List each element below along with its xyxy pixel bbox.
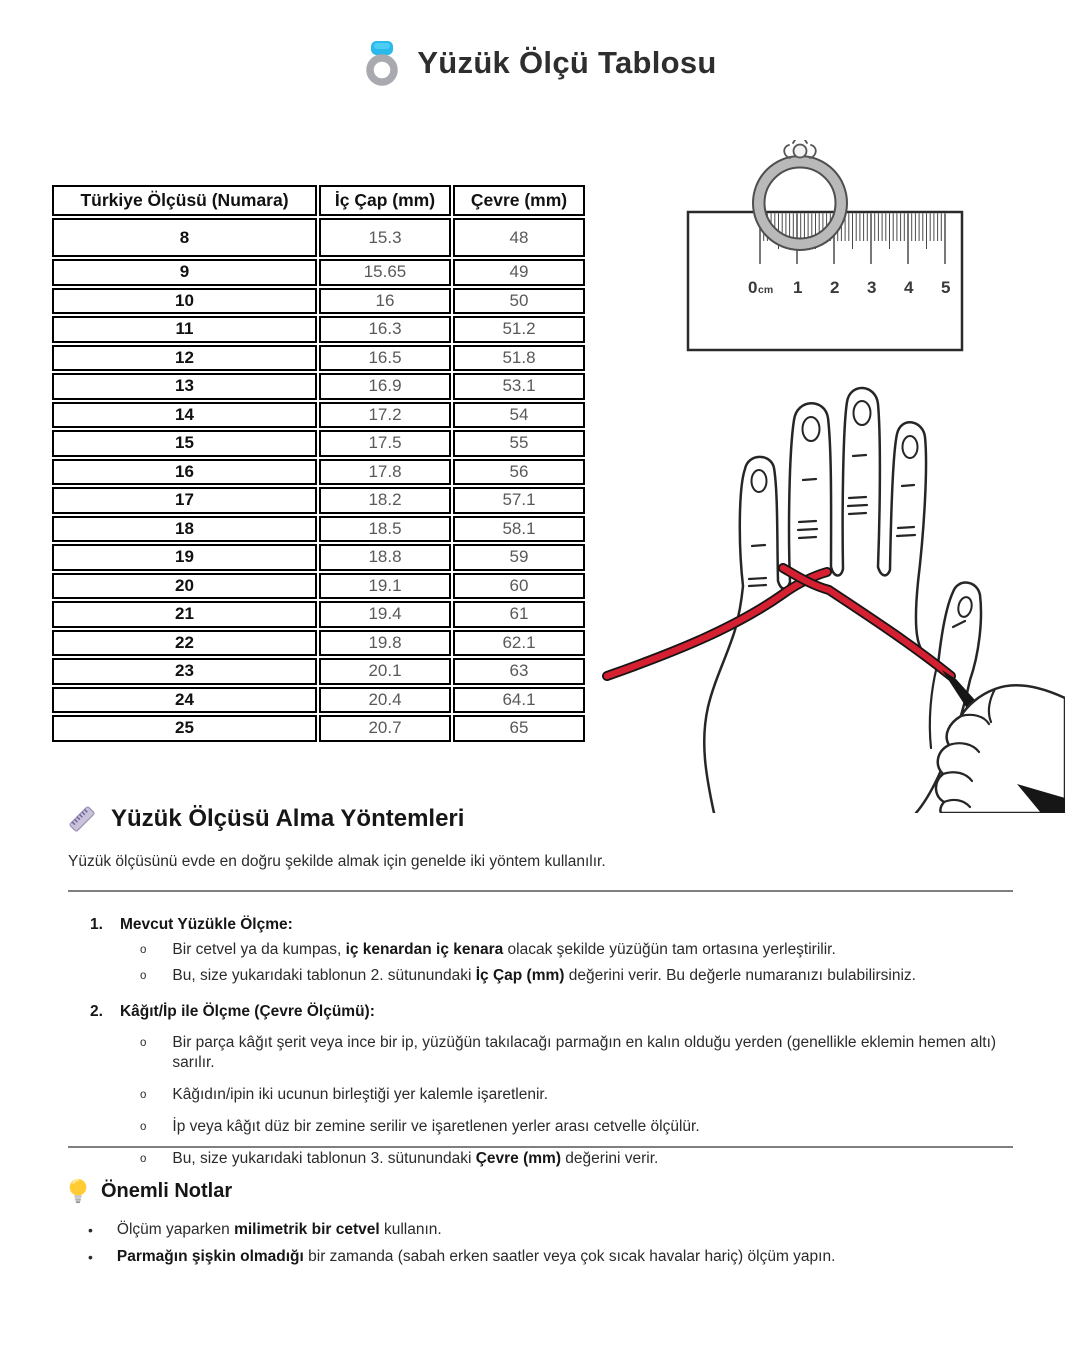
table-cell: 63 [453,658,585,685]
bullet-marker: o [140,1121,147,1133]
table-cell: 58.1 [453,516,585,543]
ruler-label-unit: cm [758,284,774,296]
table-cell: 19.8 [319,630,451,657]
bullet-text-segment: Bir cetvel ya da kumpas, [172,941,346,958]
bullet-marker: • [88,1222,93,1238]
table-row [52,487,585,514]
table-cell: 59 [453,544,585,571]
ring-on-ruler-figure [680,140,970,355]
bullet-marker: o [140,1089,147,1101]
table-cell: 23 [52,658,317,685]
ruler-label-2: 2 [830,278,840,297]
table-cell: 15.3 [319,218,451,257]
table-cell: 19.4 [319,601,451,628]
table-row [52,601,585,628]
table-cell: 21 [52,601,317,628]
method-title [90,1003,1020,1021]
table-cell: 20 [52,573,317,600]
method-title [90,916,1020,934]
method-item [90,1003,1020,1169]
table-cell: 15.65 [319,259,451,286]
hand-string-figure [585,380,1065,813]
ruler-icon [66,803,98,835]
bullet-text-segment: olacak şekilde yüzüğün tam ortasına yerleştirilir. [503,941,836,958]
method-title-text: Mevcut Yüzükle Ölçme: [119,916,293,933]
table-cell: 12 [52,345,317,372]
table-cell: 20.1 [319,658,451,685]
table-cell: 25 [52,715,317,742]
bullet-text-segment: İç Çap (mm) [475,967,565,984]
bullet-marker: o [140,1153,147,1165]
method-number: 1. [90,916,103,933]
method-bullet [90,940,1020,960]
ruler-label-0: 0 [748,278,758,297]
table-cell: 51.8 [453,345,585,372]
bullet-text [172,966,916,986]
table-cell: 64.1 [453,687,585,714]
notes-heading [66,1176,232,1206]
table-cell: 18.2 [319,487,451,514]
bullet-text-segment: kullanın. [379,1221,442,1238]
table-row [52,402,585,429]
table-row [52,288,585,315]
bullet-text-segment: Ölçüm yaparken [116,1221,235,1238]
table-row [52,573,585,600]
note-bullet [88,1247,1018,1267]
table-cell: 17.8 [319,459,451,486]
table-cell: 17.5 [319,430,451,457]
bullet-text-segment: Bu, size yukarıdaki tablonun 2. sütunundaki [172,967,476,984]
bullet-text [117,1220,442,1240]
bullet-text-segment: Bir parça kâğıt şerit veya ince bir ip, yüzüğün takılacağı parmağın en kalın olduğu yerden (genellikle eklemin hemen altı) sarılır. [172,1034,997,1071]
table-cell: 61 [453,601,585,628]
table-cell: 17 [52,487,317,514]
bullet-marker: o [140,944,147,956]
table-cell: 8 [52,218,317,257]
table-cell: 55 [453,430,585,457]
ring-icon [363,40,401,86]
table-cell: 51.2 [453,316,585,343]
table-cell: 14 [52,402,317,429]
table-cell: 16 [52,459,317,486]
table-cell: 18.8 [319,544,451,571]
methods-intro: Yüzük ölçüsünü evde en doğru şekilde almak için genelde iki yöntem kullanılır. [68,853,606,870]
table-row [52,430,585,457]
ruler-label-5: 5 [941,278,951,297]
table-body [52,218,585,742]
table-header-cell: İç Çap (mm) [319,185,451,216]
table-header [52,185,585,216]
bullet-text-segment: iç kenardan iç kenara [345,941,504,958]
bullet-marker: • [88,1249,93,1265]
notes-heading-text: Önemli Notlar [101,1179,233,1202]
table-cell: 16.3 [319,316,451,343]
table-cell: 18 [52,516,317,543]
bullet-text-segment: İp veya kâğıt düz bir zemine serilir ve işaretlenen yerler arası cetvelle ölçülür. [172,1118,700,1135]
bullet-text-segment: değerini verir. Bu değerle numaranızı bulabilirsiniz. [564,967,916,984]
bullet-text [117,1247,835,1267]
bullet-text [172,1117,699,1137]
table-cell: 13 [52,373,317,400]
table-row [52,516,585,543]
table-row [52,316,585,343]
table-header-cell: Türkiye Ölçüsü (Numara) [52,185,317,216]
bullet-text-segment: değerini verir. [561,1150,659,1167]
bullet-marker: o [140,970,147,982]
table-cell: 10 [52,288,317,315]
table-row [52,218,585,257]
table-row [52,658,585,685]
table-cell: 57.1 [453,487,585,514]
table-cell: 48 [453,218,585,257]
ruler-label-1: 1 [793,278,803,297]
method-bullet [90,966,1020,986]
page-title [0,40,1080,86]
table-cell: 22 [52,630,317,657]
bullet-text [172,1149,658,1169]
table-row [52,630,585,657]
note-bullet [88,1220,1018,1240]
table-cell: 62.1 [453,630,585,657]
table-cell: 18.5 [319,516,451,543]
table-row [52,544,585,571]
ruler-label-3: 3 [867,278,877,297]
bullet-text-segment: Parmağın şişkin olmadığı [116,1248,304,1265]
table-cell: 19 [52,544,317,571]
method-bullet [90,1033,1020,1073]
method-number: 2. [90,1003,103,1020]
bullet-text [172,1085,548,1105]
bullet-text [172,1033,1020,1073]
method-bullet [90,1085,1020,1105]
table-row [52,373,585,400]
divider [68,890,1013,892]
bullet-text-segment: Kâğıdın/ipin iki ucunun birleştiği yer kalemle işaretlenir. [172,1086,549,1103]
table-header-cell: Çevre (mm) [453,185,585,216]
divider [68,1146,1013,1148]
table-cell: 19.1 [319,573,451,600]
bullet-marker: o [140,1037,147,1049]
table-cell: 56 [453,459,585,486]
table-cell: 11 [52,316,317,343]
table-cell: 65 [453,715,585,742]
table-cell: 49 [453,259,585,286]
table-cell: 16 [319,288,451,315]
table-cell: 20.7 [319,715,451,742]
table-cell: 15 [52,430,317,457]
bullet-text-segment: Bu, size yukarıdaki tablonun 3. sütunundaki [172,1150,476,1167]
table-cell: 16.9 [319,373,451,400]
lightbulb-icon [66,1176,90,1206]
methods-heading [66,803,464,835]
ruler-label-4: 4 [904,278,914,297]
method-bullet [90,1117,1020,1137]
bullet-text-segment: bir zamanda (sabah erken saatler veya çok sıcak havalar hariç) ölçüm yapın. [303,1248,836,1265]
table-cell: 53.1 [453,373,585,400]
table-row [52,715,585,742]
page-title-text: Yüzük Ölçü Tablosu [417,45,717,80]
table-cell: 24 [52,687,317,714]
table-cell: 60 [453,573,585,600]
table-row [52,687,585,714]
table-cell: 54 [453,402,585,429]
table-cell: 20.4 [319,687,451,714]
bullet-text-segment: Çevre (mm) [475,1150,561,1167]
table-cell: 16.5 [319,345,451,372]
table-row [52,345,585,372]
method-item [90,916,1020,986]
methods-heading-text: Yüzük Ölçüsü Alma Yöntemleri [111,805,465,832]
method-bullet [90,1149,1020,1169]
bullet-text-segment: milimetrik bir cetvel [234,1221,380,1238]
notes-list [88,1213,1018,1267]
method-title-text: Kâğıt/İp ile Ölçme (Çevre Ölçümü): [119,1003,375,1020]
table-row [52,459,585,486]
bullet-text [172,940,835,960]
table-row [52,259,585,286]
table-cell: 9 [52,259,317,286]
table-cell: 50 [453,288,585,315]
ring-size-table [50,183,587,744]
table-cell: 17.2 [319,402,451,429]
